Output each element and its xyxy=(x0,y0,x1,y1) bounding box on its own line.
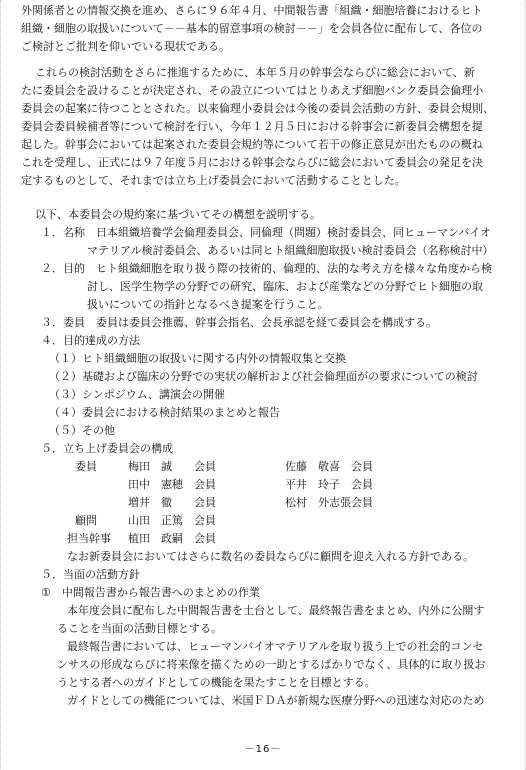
committee-member: 佐藤 敬喜 会員 xyxy=(285,460,373,473)
para2-line-2: たに委員会を設けることが決定され、その設立についてはとりあえず細胞バンク委員会倫理小 xyxy=(21,84,484,97)
item-purpose-line-2: 討し、医学生物学の分野での研究、臨床、および産業などの分野でヒト細胞の取 xyxy=(87,280,483,293)
para2-line-4: 委員会委員候補者等について検討を行い、今年１２月５日における幹事会に新委員会構想を提 xyxy=(21,120,483,133)
committee-member: 田中 憲穂 会員 xyxy=(128,478,216,491)
committee-member: 増井 徹 会員 xyxy=(128,496,216,509)
method-1: （１）ヒト組織細胞の取扱いに関する内外の情報収集と交換 xyxy=(49,352,346,365)
method-4: （４）委員会における検討結果のまとめと報告 xyxy=(49,406,280,419)
committee-member: 松村 外志張会員 xyxy=(285,496,373,509)
item-purpose-line-3: 扱いについての指針となるべき提案を行うこと。 xyxy=(87,298,329,311)
committee-advisor: 山田 正篤 会員 xyxy=(128,514,216,527)
method-5: （５）その他 xyxy=(49,424,115,437)
committee-note: なお新委員会においてはさらに数名の委員ならびに顧問を迎え入れる方針である。 xyxy=(67,550,474,563)
item-methods: ４．目的達成の方法 xyxy=(41,334,140,347)
item-setup-heading: ５．立ち上げ委員会の構成 xyxy=(41,442,173,455)
label-member: 委員 xyxy=(75,460,97,473)
plan-text-line: ガイドとしての機能については、米国ＦＤＡが新規な医療分野への迅速な対応のため xyxy=(67,694,485,707)
para2-line-6: これを受理し、正式には９７年度５月における幹事会ならびに総会において委員会の発足を決 xyxy=(21,156,483,169)
committee-secretary: 植田 政嗣 会員 xyxy=(128,532,216,545)
plan-heading: ５．当面の活動方針 xyxy=(41,568,140,581)
label-advisor: 顧問 xyxy=(75,514,97,527)
para2-line-1: これらの検討活動をさらに推進するために、本年５月の幹事会ならびに総会において、新 xyxy=(35,66,475,79)
page-number: －16－ xyxy=(244,744,282,755)
para2-line-5: 起した。幹事会においては起案された委員会規約等について若干の修正意見が出たものの概ね xyxy=(21,138,483,151)
para2-line-7: 定するものとして、それまでは立ち上げ委員会において活動することとした。 xyxy=(21,174,406,187)
item-name-line-2: マテリアル検討委員会、あるいは同ヒト組織細胞取扱い検討委員会（名称検討中） xyxy=(87,244,494,257)
item-purpose-line-1: ２．目的 ヒト組織細胞を取り扱う際の技術的、倫理的、法的な考え方を様々な角度から検 xyxy=(41,262,492,275)
para2-line-3: 委員会の起案に待つこととされた。以来倫理小委員会は今後の委員会活動の方針、委員会規則、 xyxy=(21,102,494,115)
label-secretary: 担当幹事 xyxy=(67,532,111,545)
plan-text-line: ることを当面の活動目標とする。 xyxy=(57,622,222,635)
item-name-line-1: １．名称 日本組織培養学会倫理委員会、同倫理（問題）検討委員会、同ヒューマンバイオ xyxy=(41,226,491,239)
method-2: （２）基礎および臨床の分野での実状の解析および社会倫理面がの要求についての検討 xyxy=(49,370,478,383)
item-members: ３．委員 委員は委員会推薦、幹事会指名、会長承認を経て委員会を構成する。 xyxy=(41,316,437,329)
committee-member: 平井 玲子 会員 xyxy=(285,478,373,491)
method-3: （３）シンポジウム、講演会の開催 xyxy=(49,388,225,401)
plan-text-line: 本年度会員に配布した中間報告書を土台として、最終報告書をまとめ、内外に公開す xyxy=(67,604,485,617)
plan-text-line: うとする者へのガイドとしての機能を果たすことを目標とする。 xyxy=(57,676,376,689)
plan-subheading: ① 中間報告書から報告書へのまとめの作業 xyxy=(41,586,260,599)
plan-text-line: 最終報告書においては、ヒューマンバイオマテリアルを取り扱う上での社会的コンセ xyxy=(67,640,484,653)
lead-sentence: 以下、本委員会の規約案に基づいてその構想を説明する。 xyxy=(35,208,321,221)
intro-line-2: 組織・細胞の取扱いについて－－基本的留意事項の検討－－」を会員各位に配布して、各位の xyxy=(21,22,483,35)
intro-line-3: ご検討とご批判を仰いでいる現状である。 xyxy=(21,40,230,53)
plan-text-line: ンサスの形成ならびに将来像を描くための一助とするばかりでなく、具体的に取り扱お xyxy=(57,658,486,671)
intro-line-1: 外関係者との情報交換を進め、さらに９６年４月、中間報告書「組織・細胞培養におけるヒト xyxy=(21,4,483,17)
committee-member: 梅田 誠 会員 xyxy=(128,460,216,473)
